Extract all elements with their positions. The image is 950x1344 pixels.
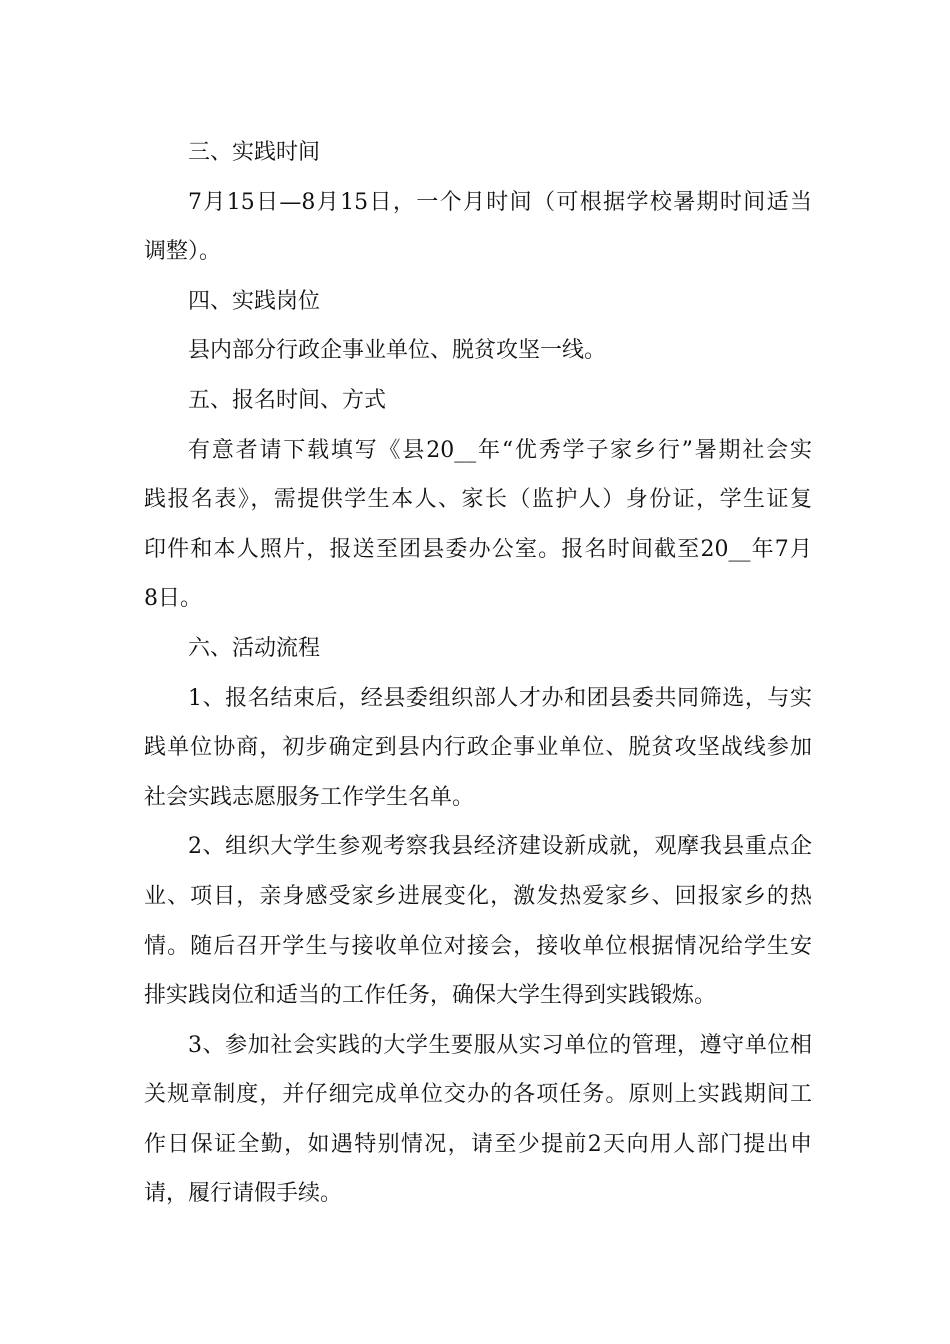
text-line: 业、项目，亲身感受家乡进展变化，激发热爱家乡、回报家乡的热 [144,883,812,909]
paragraph-practice-time [144,178,812,277]
text-line: 有意者请下载填写《县20__年“优秀学子家乡行”暑期社会实 [188,437,812,463]
text-line: 印件和本人照片，报送至团县委办公室。报名时间截至20__年7月 [144,536,812,562]
heading-practice-time [144,128,812,178]
text-line: 县内部分行政企事业单位、脱贫攻坚一线。 [188,338,607,364]
text-line: 社会实践志愿服务工作学生名单。 [144,784,475,810]
text-line: 7月15日—8月15日，一个月时间（可根据学校暑期时间适当 [188,189,812,215]
text-line: 8日。 [144,586,202,612]
text-line: 1、报名结束后，经县委组织部人才办和团县委共同筛选，与实 [188,685,812,711]
text-line: 请，履行请假手续。 [144,1181,343,1207]
text-line: 排实践岗位和适当的工作任务，确保大学生得到实践锻炼。 [144,983,717,1009]
text-line: 践报名表》，需提供学生本人、家长（监护人）身份证，学生证复 [144,487,812,513]
heading-registration [144,376,812,426]
text-line: 作日保证全勤，如遇特别情况，请至少提前2天向用人部门提出申 [144,1131,812,1157]
text-line: 关规章制度，并仔细完成单位交办的各项任务。原则上实践期间工 [144,1082,812,1108]
text-line: 调整）。 [144,239,222,265]
text-line: 五、报名时间、方式 [188,387,387,413]
document-body [144,128,812,1219]
text-line: 六、活动流程 [188,635,321,661]
paragraph-flow-2 [144,822,812,1020]
text-line: 践单位协商，初步确定到县内行政企事业单位、脱贫攻坚战线参加 [144,735,812,761]
paragraph-flow-1 [144,674,812,823]
text-line: 3、参加社会实践的大学生要服从实习单位的管理，遵守单位相 [188,1032,812,1058]
text-line: 三、实践时间 [188,140,321,165]
heading-activity-flow [144,624,812,674]
text-line: 情。随后召开学生与接收单位对接会，接收单位根据情况给学生安 [144,933,812,959]
paragraph-flow-3 [144,1021,812,1219]
paragraph-registration [144,426,812,624]
text-line: 2、组织大学生参观考察我县经济建设新成就，观摩我县重点企 [188,834,812,860]
paragraph-practice-post [144,326,812,376]
text-line: 四、实践岗位 [188,288,321,314]
heading-practice-post [144,277,812,327]
